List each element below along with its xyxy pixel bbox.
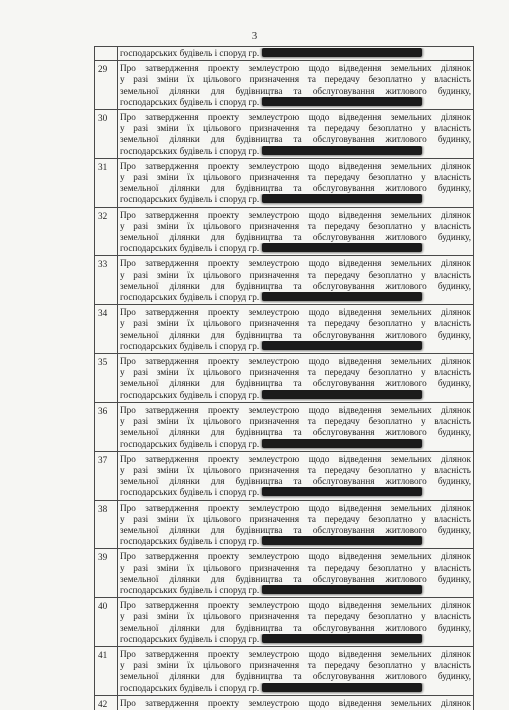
- entry-line: [120, 48, 471, 59]
- entry-number: 29: [95, 61, 118, 110]
- entry-line-text: господарських будівель і споруд гр.: [120, 292, 260, 303]
- entry-line: [120, 292, 471, 303]
- redaction-mark: [262, 194, 422, 203]
- entry-line-text: земельної ділянки для будівництва та обслуговування житлового будинку,: [120, 427, 471, 438]
- entry-line-text: у разі зміни їх цільового призначення та передачу безоплатно у власність: [120, 513, 471, 524]
- redaction-mark: [262, 292, 422, 301]
- entry-line-text: земельної ділянки для будівництва та обслуговування житлового будинку,: [120, 476, 471, 487]
- entry-line-text: земельної ділянки для будівництва та обслуговування житлового будинку,: [120, 329, 471, 340]
- entry-line-text: земельної ділянки для будівництва та обслуговування житлового будинку,: [120, 232, 471, 243]
- redaction-mark: [262, 536, 422, 545]
- resolutions-table: [94, 46, 474, 710]
- entry-line: [120, 341, 471, 352]
- entry-line: [120, 172, 471, 183]
- entry-line-text: у разі зміни їх цільового призначення та передачу безоплатно у власність: [120, 74, 471, 85]
- table-row: [95, 256, 474, 305]
- entry-line: [120, 318, 471, 329]
- table-row: [95, 695, 474, 710]
- entry-line: [120, 112, 471, 123]
- table-row: [95, 402, 474, 451]
- entry-line-text: господарських будівель і споруд гр.: [120, 340, 260, 351]
- entry-line: [120, 600, 471, 611]
- entry-line: [120, 525, 471, 536]
- entry-number: 30: [95, 110, 118, 159]
- entry-line: [120, 243, 471, 254]
- entry-number: 42: [95, 695, 118, 710]
- entry-line-text: господарських будівель і споруд гр.: [120, 584, 260, 595]
- entry-line: [120, 97, 471, 108]
- entry-line-text: земельної ділянки для будівництва та обслуговування житлового будинку,: [120, 183, 471, 194]
- entry-number: 38: [95, 500, 118, 549]
- entry-line-text: Про затвердження проекту землеустрою щодо відведення земельних ділянок: [120, 160, 471, 171]
- entry-line-text: Про затвердження проекту землеустрою щодо відведення земельних ділянок: [120, 404, 471, 415]
- entry-line: [120, 86, 471, 97]
- entry-line-text: у разі зміни їх цільового призначення та передачу безоплатно у власність: [120, 269, 471, 280]
- entry-line: [120, 683, 471, 694]
- entry-line-text: господарських будівель і споруд гр.: [120, 145, 260, 156]
- entry-line: [120, 63, 471, 74]
- entry-line: [120, 390, 471, 401]
- entry-number: 41: [95, 646, 118, 695]
- entry-line: [120, 367, 471, 378]
- entry-line-text: у разі зміни їх цільового призначення та передачу безоплатно у власність: [120, 562, 471, 573]
- entry-line-text: земельної ділянки для будівництва та обслуговування житлового будинку,: [120, 671, 471, 682]
- table-row: [95, 354, 474, 403]
- entry-line: [120, 649, 471, 660]
- entry-line-text: Про затвердження проекту землеустрою щодо відведення земельних ділянок: [120, 502, 471, 513]
- table-row: [95, 158, 474, 207]
- entry-line-text: Про затвердження проекту землеустрою щодо відведення земельних ділянок: [120, 356, 471, 367]
- entry-line-text: земельної ділянки для будівництва та обслуговування житлового будинку,: [120, 85, 471, 96]
- redaction-mark: [262, 341, 422, 350]
- entry-line: [120, 270, 471, 281]
- entry-number: 36: [95, 402, 118, 451]
- entry-line-text: у разі зміни їх цільового призначення та передачу безоплатно у власність: [120, 367, 471, 378]
- entry-line-text: у разі зміни їх цільового призначення та передачу безоплатно у власність: [120, 220, 471, 231]
- entry-line: [120, 487, 471, 498]
- entry-line-text: Про затвердження проекту землеустрою щодо відведення земельних ділянок: [120, 697, 471, 708]
- entry-line-text: у разі зміни їх цільового призначення та передачу безоплатно у власність: [120, 464, 471, 475]
- entry-text-cell: [118, 47, 474, 61]
- entry-text-cell: [118, 402, 474, 451]
- entry-line-text: господарських будівель і споруд гр.: [120, 536, 260, 547]
- table-row: [95, 47, 474, 61]
- redaction-mark: [262, 390, 422, 399]
- entry-number: 34: [95, 305, 118, 354]
- entry-line-text: господарських будівель і споруд гр.: [120, 682, 260, 693]
- entry-text-cell: [118, 646, 474, 695]
- table-row: [95, 549, 474, 598]
- page-number: 3: [251, 30, 258, 42]
- entry-text-cell: [118, 500, 474, 549]
- entry-text-cell: [118, 256, 474, 305]
- entry-number-cell: [95, 47, 118, 61]
- entry-line-text: господарських будівель і споруд гр.: [120, 633, 260, 644]
- entry-line: [120, 574, 471, 585]
- entry-number: 35: [95, 354, 118, 403]
- entry-line-text: господарських будівель і споруд гр.: [120, 243, 260, 254]
- table-row: [95, 451, 474, 500]
- entry-line: [120, 671, 471, 682]
- entry-line: [120, 221, 471, 232]
- entry-number: 40: [95, 598, 118, 647]
- entry-line-text: Про затвердження проекту землеустрою щодо відведення земельних ділянок: [120, 600, 471, 611]
- entry-line-text: Про затвердження проекту землеустрою щодо відведення земельних ділянок: [120, 112, 471, 123]
- entry-line: [120, 439, 471, 450]
- entry-line: [120, 427, 471, 438]
- entry-line-text: у разі зміни їх цільового призначення та передачу безоплатно у власність: [120, 123, 471, 134]
- entry-text-cell: [118, 451, 474, 500]
- entry-line: [120, 551, 471, 562]
- entry-line: [120, 183, 471, 194]
- table-row: [95, 305, 474, 354]
- entry-text-cell: [118, 207, 474, 256]
- entry-line: [120, 634, 471, 645]
- continuation-text: господарських будівель і споруд гр.: [120, 48, 260, 58]
- entry-number: 37: [95, 451, 118, 500]
- entry-text-cell: [118, 695, 474, 710]
- entry-line-text: Про затвердження проекту землеустрою щодо відведення земельних ділянок: [120, 551, 471, 562]
- entry-line-text: господарських будівель і споруд гр.: [120, 438, 260, 449]
- entry-text-cell: [118, 354, 474, 403]
- entry-number: 32: [95, 207, 118, 256]
- table-row: [95, 207, 474, 256]
- entry-line-text: господарських будівель і споруд гр.: [120, 487, 260, 498]
- table-row: [95, 500, 474, 549]
- entry-line: [120, 330, 471, 341]
- entry-line: [120, 514, 471, 525]
- entry-line-text: господарських будівель і споруд гр.: [120, 96, 260, 107]
- entry-line: [120, 123, 471, 134]
- entry-line: [120, 698, 471, 709]
- entry-line-text: у разі зміни їх цільового призначення та передачу безоплатно у власність: [120, 172, 471, 183]
- entry-line: [120, 405, 471, 416]
- entry-line-text: Про затвердження проекту землеустрою щодо відведення земельних ділянок: [120, 209, 471, 220]
- redaction-mark: [262, 585, 422, 594]
- entry-line: [120, 307, 471, 318]
- entry-line-text: у разі зміни їх цільового призначення та передачу безоплатно у власність: [120, 318, 471, 329]
- entry-text-cell: [118, 61, 474, 110]
- entry-line-text: земельної ділянки для будівництва та обслуговування житлового будинку,: [120, 622, 471, 633]
- entry-line-text: у разі зміни їх цільового призначення та передачу безоплатно у власність: [120, 416, 471, 427]
- entry-line: [120, 281, 471, 292]
- entry-text-cell: [118, 598, 474, 647]
- entry-line: [120, 134, 471, 145]
- entry-line: [120, 378, 471, 389]
- entry-text-cell: [118, 110, 474, 159]
- entry-text-cell: [118, 549, 474, 598]
- entry-line: [120, 623, 471, 634]
- entry-line-text: господарських будівель і споруд гр.: [120, 194, 260, 205]
- entry-line-text: Про затвердження проекту землеустрою щодо відведення земельних ділянок: [120, 258, 471, 269]
- entry-line: [120, 611, 471, 622]
- table-row: [95, 598, 474, 647]
- redaction-mark: [262, 439, 422, 448]
- entry-line: [120, 503, 471, 514]
- entry-line: [120, 146, 471, 157]
- entry-line: [120, 74, 471, 85]
- entry-line: [120, 232, 471, 243]
- redaction-mark: [262, 683, 422, 692]
- table-row: [95, 646, 474, 695]
- entry-number: 39: [95, 549, 118, 598]
- entry-line: [120, 356, 471, 367]
- entry-line: [120, 536, 471, 547]
- entry-line-text: Про затвердження проекту землеустрою щодо відведення земельних ділянок: [120, 63, 471, 74]
- entry-line: [120, 258, 471, 269]
- resolutions-table-body: [95, 47, 474, 710]
- entry-line: [120, 563, 471, 574]
- entry-line-text: Про затвердження проекту землеустрою щодо відведення земельних ділянок: [120, 453, 471, 464]
- entry-number: 31: [95, 158, 118, 207]
- entry-line: [120, 454, 471, 465]
- table-row: [95, 110, 474, 159]
- redaction-mark: [262, 97, 422, 106]
- entry-line: [120, 660, 471, 671]
- entry-line-text: земельної ділянки для будівництва та обслуговування житлового будинку,: [120, 134, 471, 145]
- redaction-mark: [262, 487, 422, 496]
- entry-line-text: земельної ділянки для будівництва та обслуговування житлового будинку,: [120, 573, 471, 584]
- entry-line: [120, 194, 471, 205]
- entry-line: [120, 416, 471, 427]
- entry-line: [120, 210, 471, 221]
- entry-line: [120, 465, 471, 476]
- entry-text-cell: [118, 158, 474, 207]
- redaction-mark: [262, 634, 422, 643]
- entry-line-text: Про затвердження проекту землеустрою щодо відведення земельних ділянок: [120, 307, 471, 318]
- entry-line-text: земельної ділянки для будівництва та обслуговування житлового будинку,: [120, 280, 471, 291]
- entry-line: [120, 476, 471, 487]
- entry-line-text: господарських будівель і споруд гр.: [120, 389, 260, 400]
- redaction-mark: [262, 48, 422, 57]
- redaction-mark: [262, 243, 422, 252]
- redaction-mark: [262, 146, 422, 155]
- entry-line-text: у разі зміни їх цільового призначення та передачу безоплатно у власність: [120, 660, 471, 671]
- table-row: [95, 61, 474, 110]
- entry-line: [120, 161, 471, 172]
- entry-line-text: у разі зміни їх цільового призначення та передачу безоплатно у власність: [120, 611, 471, 622]
- entry-line-text: земельної ділянки для будівництва та обслуговування житлового будинку,: [120, 524, 471, 535]
- entry-number: 33: [95, 256, 118, 305]
- entry-line-text: земельної ділянки для будівництва та обслуговування житлового будинку,: [120, 378, 471, 389]
- entry-line: [120, 585, 471, 596]
- entry-text-cell: [118, 305, 474, 354]
- entry-line-text: Про затвердження проекту землеустрою щодо відведення земельних ділянок: [120, 648, 471, 659]
